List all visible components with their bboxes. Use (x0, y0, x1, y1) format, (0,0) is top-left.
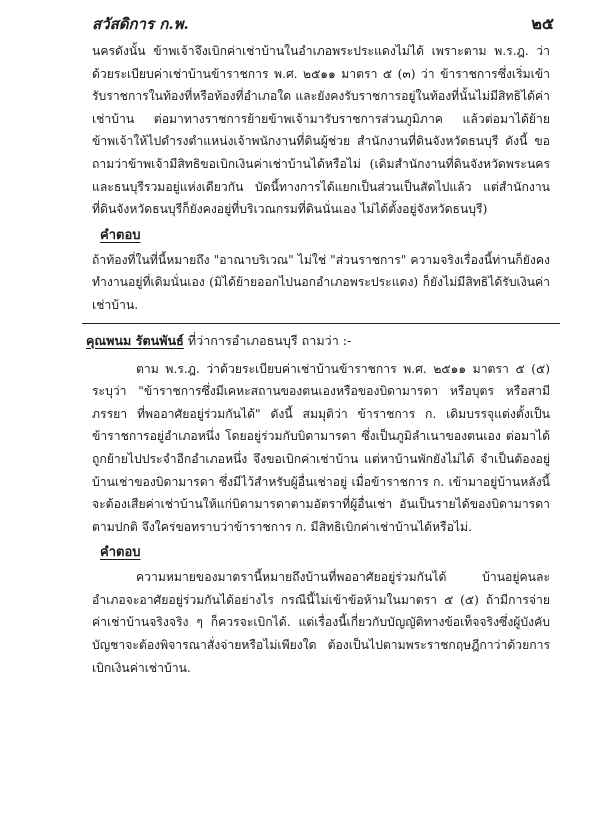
section-divider (82, 323, 560, 324)
question1-paragraph: นครดังนั้น ข้าพเจ้าจึงเบิกค่าเช่าบ้านในอำเภอพระประแดงไม่ได้ เพราะตาม พ.ร.ฎ. ว่าด้วยระเบียบค่าเช่าบ้านข้าราชการ พ.ศ. ๒๕๑๑ มาตรา ๕ (๓) ว่า ข้าราชการซึ่งเริ่มเข้ารับราชการในท้องที่หรือท้องที่อำเภอใด และยังคงรับราชการอยู่ในท้องที่นั้นไม่มีสิทธิได้ค่าเช่าบ้าน ต่อมาทางราชการย้ายข้าพเจ้ามารับราชการส่วนภูมิภาค แล้วต่อมาได้ย้ายข้าพเจ้าให้ไปดำรงตำแหน่งเจ้าพนักงานที่ดินผู้ช่วย สำนักงานที่ดินจังหวัดธนบุรี ดังนี้ ขอถามว่าข้าพเจ้ามีสิทธิขอเบิกเงินค่าเช่าบ้านได้หรือไม่ (เดิมสำนักงานที่ดินจังหวัดพระนครและธนบุรีรวมอยู่แห่งเดียวกัน บัดนี้ทางการได้แยกเป็นส่วนเป็นสัดไปแล้ว แต่สำนักงานที่ดินจังหวัดธนบุรีก็ยังคงอยู่ที่บริเวณกรมที่ดินนั่นเอง ไม่ได้ตั้งอยู่จังหวัดธนบุรี) (92, 44, 550, 217)
answer1-heading: คำตอบ (100, 227, 141, 243)
page-number: ๒๕ (531, 14, 554, 33)
question2-paragraph: ตาม พ.ร.ฎ. ว่าด้วยระเบียบค่าเช่าบ้านข้าราชการ พ.ศ. ๒๕๑๑ มาตรา ๕ (๕) ระบุว่า "ข้าราชการซึ่งมีเคหะสถานของตนเองหรือของบิดามารดา หรือบุตร หรือสามี ภรรยา ที่พออาศัยอยู่ร่วมกันได้" ดังนี้ สมมุติว่า ข้าราชการ ก. เดิมบรรจุแต่งตั้งเป็นข้าราชการอยู่อำเภอหนึ่ง โดยอยู่ร่วมกับบิดามารดา ซึ่งเป็นภูมิลำเนาของตนเอง ต่อมาได้ถูกย้ายไปประจำอีกอำเภอหนึ่ง จึงขอเบิกค่าเช่าบ้าน แต่หาบ้านพักยังไม่ได้ จำเป็นต้องอยู่บ้านเช่าของบิดามารดา ซึ่งมีไว้สำหรับผู้อื่นเช่าอยู่ เมื่อข้าราชการ ก. เข้ามาอยู่บ้านหลังนี้ จะต้องเสียค่าเช่าบ้านให้แก่บิดามารดาตามอัตราที่ผู้อื่นเช่า อันเป็นรายได้ของบิดามารดาตามปกติ จึงใคร่ขอทราบว่าข้าราชการ ก. มีสิทธิเบิกค่าเช่าบ้านได้หรือไม่. (92, 361, 550, 534)
asker-affiliation: ที่ว่าการอำเภอธนบุรี ถามว่า :- (183, 332, 352, 348)
asker-name: คุณพนม รัตนพันธ์ (86, 332, 184, 348)
running-title: สวัสดิการ ก.พ. (92, 15, 189, 33)
question2-line (86, 330, 550, 352)
answer1-paragraph: ถ้าท้องที่ในที่นี้หมายถึง "อาณาบริเวณ" ไม่ใช่ "ส่วนราชการ" ความจริงเรื่องนี้ท่านก็ยังคงทำงานอยู่ที่เดิมนั่นเอง (มิได้ย้ายออกไปนอกอำเภอพระประแดง) ก็ยังไม่มีสิทธิได้รับเงินค่าเช่าบ้าน. (92, 252, 550, 312)
answer2-paragraph: ความหมายของมาตรานี้หมายถึงบ้านที่พออาศัยอยู่ร่วมกันได้ บ้านอยู่คนละอำเภอจะอาศัยอยู่ร่วมกันได้อย่างไร กรณีนี้ไม่เข้าข้อห้ามในมาตรา ๕ (๕) ถ้ามีการจ่ายค่าเช่าบ้านจริงจริง ๆ ก็ควรจะเบิกได้. แต่เรื่องนี้เกี่ยวกับบัญญัติทางข้อเท็จจริงซึ่งผู้บังคับบัญชาจะต้องพิจารณาสั่งจ่ายหรือไม่เพียงใด ต้องเป็นไปตามพระราชกฤษฎีกาว่าด้วยการเบิกเงินค่าเช่าบ้าน. (92, 570, 550, 675)
document-body (86, 40, 550, 679)
page-header (92, 12, 554, 38)
answer2-heading: คำตอบ (100, 545, 141, 561)
